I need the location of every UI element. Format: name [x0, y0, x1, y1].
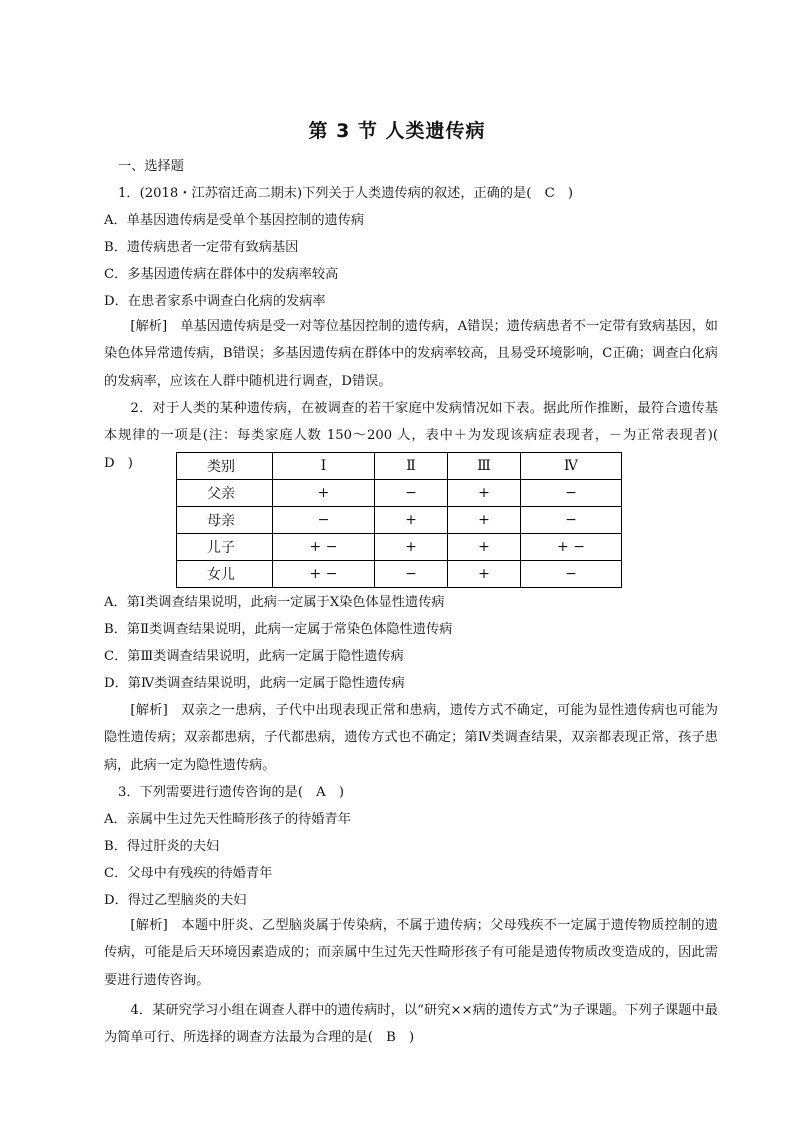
q1-option-d: D．在患者家系中调查白化病的发病率	[104, 294, 326, 309]
table-cell: +	[375, 507, 448, 534]
q1-option-b: B．遗传病患者一定带有致病基因	[104, 240, 299, 255]
table-row	[177, 507, 622, 534]
table-header-cell: Ⅲ	[448, 453, 521, 480]
table-cell: +	[448, 561, 521, 588]
q1-option-a: A．单基因遗传病是受单个基因控制的遗传病	[104, 213, 365, 228]
table-cell: −	[521, 561, 622, 588]
q1-stem: 1．(2018・江苏宿迁高二期末)下列关于人类遗传病的叙述，正确的是( C )	[118, 186, 574, 201]
table-cell: −	[375, 561, 448, 588]
table-cell: −	[375, 480, 448, 507]
table-header-cell: 类别	[177, 453, 273, 480]
table-cell: −	[521, 480, 622, 507]
q2-option-c: C．第Ⅲ类调查结果说明，此病一定属于隐性遗传病	[104, 649, 404, 664]
table-cell: +	[375, 534, 448, 561]
q2-analysis: [解析] 双亲之一患病，子代中出现表现正常和患病，遗传方式不确定，可能为显性遗传病也可能为隐性遗传病；双亲都患病，子代都患病，遗传方式也不确定；第Ⅳ类调查结果，双亲都表现正常，孩子患病，此病一定为隐性遗传病。	[104, 703, 718, 773]
q3-analysis: [解析] 本题中肝炎、乙型脑炎属于传染病，不属于遗传病；父母残疾不一定属于遗传物质控制的遗传病，可能是后天环境因素造成的；而亲属中生过先天性畸形孩子有可能是遗传物质改变造成的，因此需要进行遗传咨询。	[104, 918, 718, 988]
page-title: 第 3 节 人类遗传病	[308, 120, 486, 142]
q2-option-d: D．第Ⅳ类调查结果说明，此病一定属于隐性遗传病	[104, 676, 405, 691]
q2-option-a: A．第Ⅰ类调查结果说明，此病一定属于X染色体显性遗传病	[104, 595, 445, 610]
table-cell: +	[448, 507, 521, 534]
table-header-cell: Ⅰ	[273, 453, 375, 480]
table-row	[177, 561, 622, 588]
q3-option-c: C．父母中有残疾的待婚青年	[104, 866, 273, 881]
section-heading: 一、选择题	[118, 159, 184, 174]
table-cell: + −	[273, 534, 375, 561]
q2-stem: 2．对于人类的某种遗传病，在被调查的若干家庭中发病情况如下表。据此所作推断，最符合遗传基本规律的一项是(注：每类家庭人数 150～200 人，表中＋为发现该病症表现者，－为正常表现者)( D )	[104, 401, 732, 471]
table-cell: + −	[273, 561, 375, 588]
q1-option-c: C．多基因遗传病在群体中的发病率较高	[104, 267, 339, 282]
table-cell: −	[273, 507, 375, 534]
table-row	[177, 534, 622, 561]
table-cell: +	[448, 534, 521, 561]
q3-stem: 3．下列需要进行遗传咨询的是( A )	[118, 785, 345, 800]
q3-option-d: D．得过乙型脑炎的夫妇	[104, 893, 247, 908]
table-header-row	[177, 453, 622, 480]
q3-option-b: B．得过肝炎的夫妇	[104, 839, 220, 854]
survey-table	[176, 452, 622, 588]
table-row	[177, 480, 622, 507]
table-header-cell: Ⅱ	[375, 453, 448, 480]
table-cell: 儿子	[177, 534, 273, 561]
q4-stem: 4．某研究学习小组在调查人群中的遗传病时，以“研究××病的遗传方式”为子课题。下列子课题中最为简单可行、所选择的调查方法最为合理的是( B )	[104, 1003, 718, 1046]
table-cell: 女儿	[177, 561, 273, 588]
table-cell: +	[448, 480, 521, 507]
q3-option-a: A．亲属中生过先天性畸形孩子的待婚青年	[104, 812, 351, 827]
table-cell: 母亲	[177, 507, 273, 534]
table-cell: +	[273, 480, 375, 507]
q1-analysis: [解析] 单基因遗传病是受一对等位基因控制的遗传病，A错误；遗传病患者不一定带有致病基因，如染色体异常遗传病，B错误；多基因遗传病在群体中的发病率较高，且易受环境影响，C正确；调查白化病的发病率，应该在人群中随机进行调查，D错误。	[104, 319, 718, 389]
table-header-cell: Ⅳ	[521, 453, 622, 480]
table-cell: + −	[521, 534, 622, 561]
q2-option-b: B．第Ⅱ类调查结果说明，此病一定属于常染色体隐性遗传病	[104, 622, 453, 637]
table-cell: 父亲	[177, 480, 273, 507]
table-cell: −	[521, 507, 622, 534]
